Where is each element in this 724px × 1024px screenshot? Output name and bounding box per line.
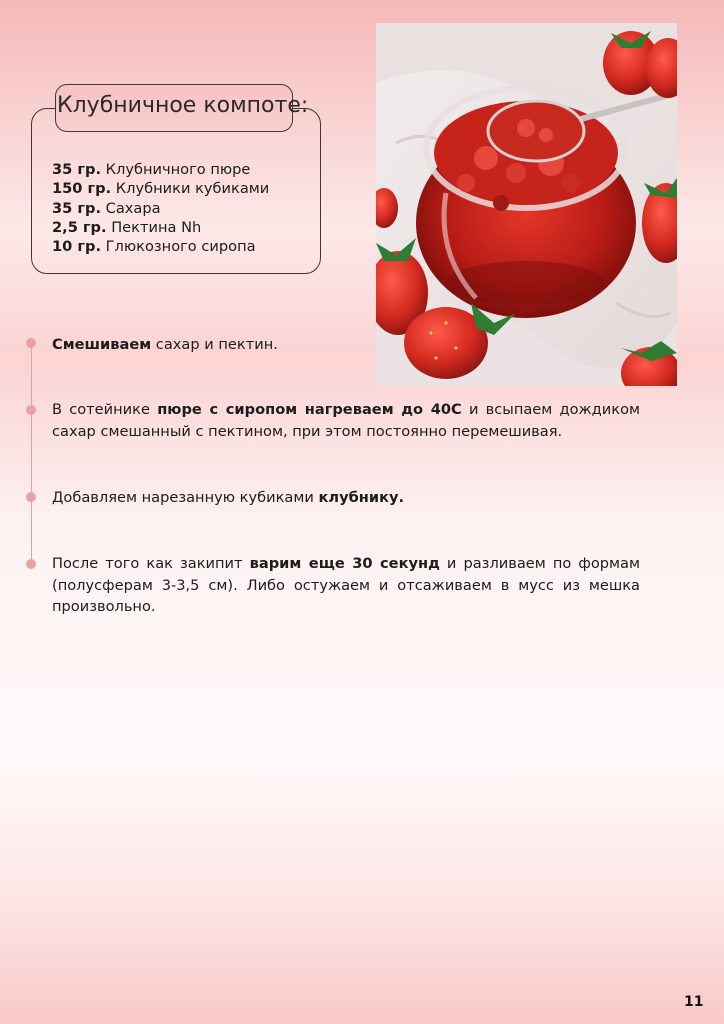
ingredient-name: Клубники кубиками bbox=[111, 180, 270, 198]
step-1 bbox=[52, 334, 640, 356]
step-text: В сотейнике bbox=[52, 401, 158, 418]
step-2 bbox=[52, 399, 640, 442]
compote-jar-photo bbox=[376, 23, 677, 386]
ingredient-name: Глюкозного сиропа bbox=[101, 238, 256, 256]
ingredient-item bbox=[52, 160, 269, 179]
step-text-bold: клубнику. bbox=[318, 489, 405, 506]
step-text: Добавляем нарезанную кубиками bbox=[52, 489, 319, 506]
ingredient-item bbox=[52, 179, 269, 198]
page-number: 11 bbox=[684, 994, 704, 1010]
ingredient-amount: 10 гр. bbox=[52, 238, 102, 256]
steps-timeline-line bbox=[31, 343, 33, 565]
ingredient-item bbox=[52, 237, 269, 256]
ingredient-name: Пектина Nh bbox=[106, 218, 202, 236]
strawberry-top-right bbox=[603, 31, 677, 98]
ingredient-amount: 35 гр. bbox=[52, 199, 102, 217]
step-bullet-icon bbox=[26, 338, 36, 348]
step-text-bold: Смешиваем bbox=[52, 336, 152, 353]
ingredient-amount: 35 гр. bbox=[52, 161, 102, 178]
ingredient-item bbox=[52, 199, 269, 218]
step-4 bbox=[52, 553, 640, 618]
step-bullet-icon bbox=[26, 492, 36, 502]
step-3 bbox=[52, 487, 640, 509]
step-text: и всыпаем дождиком сахар смешанный с пектином, при этом постоянно перемешивая. bbox=[52, 401, 641, 440]
step-text: сахар и пектин. bbox=[151, 336, 278, 353]
ingredient-amount: 2,5 гр. bbox=[52, 218, 107, 236]
spoon-bowl bbox=[488, 101, 584, 161]
step-text-bold: варим еще 30 секунд bbox=[249, 555, 440, 572]
ingredient-item bbox=[52, 218, 269, 237]
step-bullet-icon bbox=[26, 405, 36, 415]
step-text: После того как закипит bbox=[52, 555, 250, 572]
step-bullet-icon bbox=[26, 559, 36, 569]
recipe-title: Клубничное компоте: bbox=[57, 93, 309, 118]
step-text: и разливаем по формам (полусферам 3-3,5 см). Либо остужаем и отсаживаем в мусс из мешка произвольно. bbox=[52, 555, 641, 615]
ingredient-list bbox=[52, 160, 269, 256]
ingredient-name: Сахара bbox=[101, 199, 161, 217]
ingredient-name: Клубничного пюре bbox=[101, 161, 251, 178]
ingredient-amount: 150 гр. bbox=[52, 180, 112, 198]
step-text-bold: пюре с сиропом нагреваем до 40С bbox=[157, 401, 462, 418]
